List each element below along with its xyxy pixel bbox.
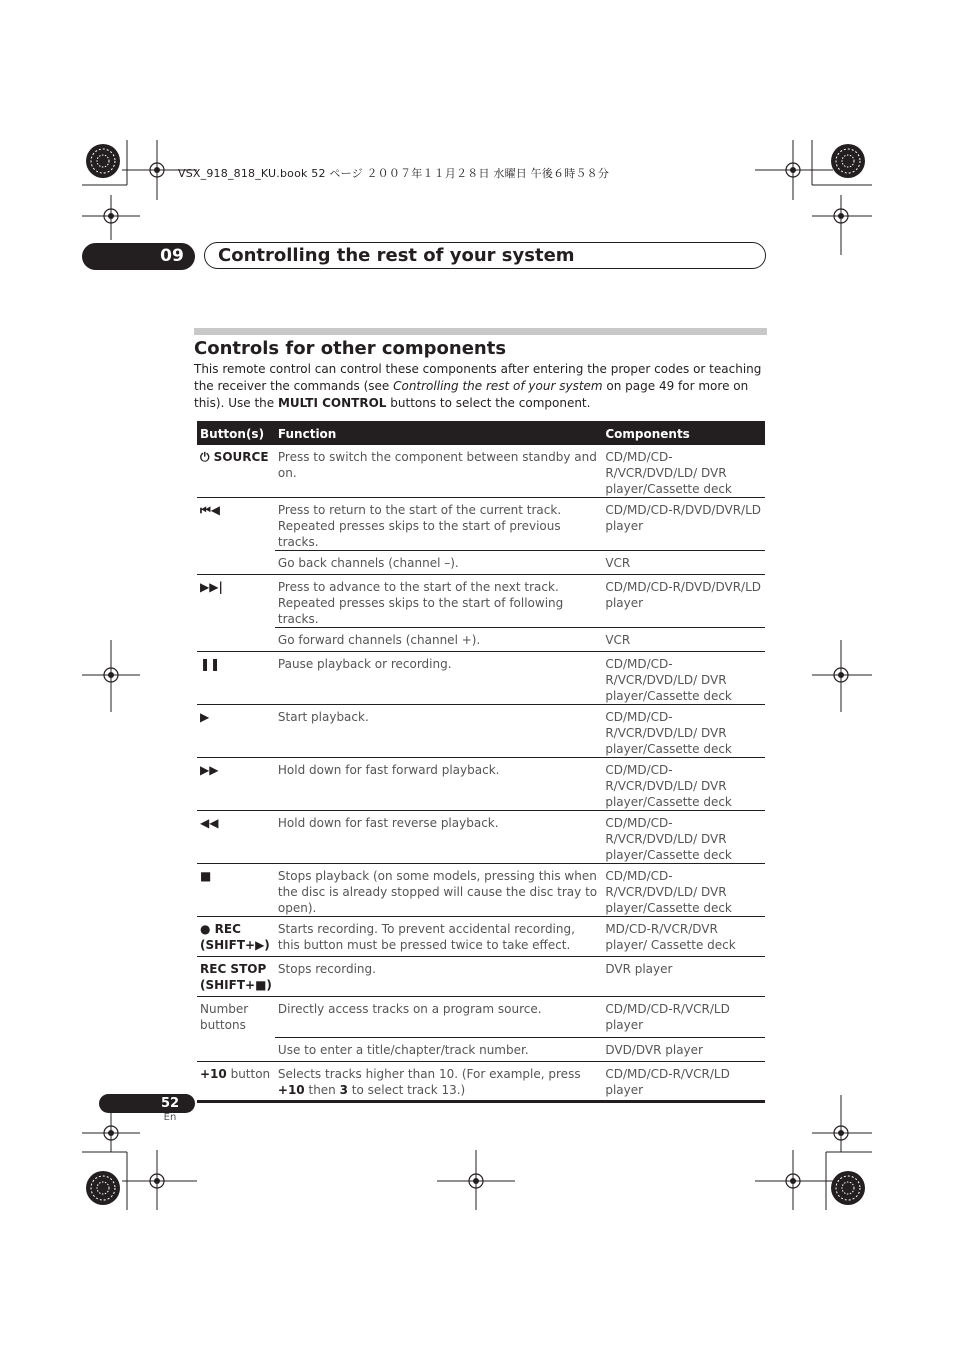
button-cell — [197, 445, 275, 498]
table-row — [197, 445, 765, 498]
components-cell: VCR — [602, 551, 765, 575]
function-cell: Directly access tracks on a program source. — [275, 997, 602, 1038]
function-cell: Starts recording. To prevent accidental recording, this button must be pressed twice to take effect. — [275, 917, 602, 957]
controls-table — [197, 421, 765, 1103]
header-buttons: Button(s) — [197, 421, 275, 445]
function-bold: +10 — [277, 1083, 305, 1097]
function-cell: Start playback. — [275, 705, 602, 758]
components-cell: VCR — [602, 628, 765, 652]
section-title: Controls for other components — [194, 338, 507, 359]
function-text: to select track 13.) — [347, 1083, 466, 1097]
function-cell: Press to return to the start of the current track. Repeated presses skips to the start of previous tracks. — [275, 498, 602, 551]
function-cell: Press to switch the component between standby and on. — [275, 445, 602, 498]
components-cell: DVD/DVR player — [602, 1038, 765, 1062]
next-track-icon: ▶▶| — [200, 580, 223, 594]
rewind-icon: ◀◀ — [200, 816, 219, 830]
table-header-row — [197, 421, 765, 445]
button-cell — [197, 498, 275, 575]
intro-text: on page 49 for more on this). Use the — [194, 379, 749, 410]
function-cell: Press to advance to the start of the next track. Repeated presses skips to the start of following tracks. — [275, 575, 602, 628]
button-label: button — [226, 1067, 271, 1081]
function-cell: Stops recording. — [275, 957, 602, 997]
section-rule — [194, 328, 767, 335]
table-row — [197, 864, 765, 917]
stop-icon: ■ — [200, 869, 212, 883]
button-cell — [197, 1062, 275, 1102]
function-cell: Go back channels (channel –). — [275, 551, 602, 575]
rec-label: ● REC — [200, 922, 241, 936]
table-row — [197, 652, 765, 705]
intro-text: buttons to select the component. — [386, 396, 591, 410]
table-row — [197, 498, 765, 551]
button-label: SOURCE — [209, 450, 269, 464]
components-cell: MD/CD-R/VCR/DVR player/ Cassette deck — [602, 917, 765, 957]
page-number: 52 — [160, 1096, 180, 1111]
play-icon: ▶ — [200, 710, 210, 724]
print-header: VSX_918_818_KU.book 52 ページ ２００７年１１月２８日 水曜日 午後６時５８分 — [178, 167, 610, 180]
function-bold: 3 — [339, 1083, 348, 1097]
function-cell: Pause playback or recording. — [275, 652, 602, 705]
table-row — [197, 628, 765, 652]
function-text: Selects tracks higher than 10. (For example, press — [277, 1067, 581, 1081]
table-row — [197, 917, 765, 957]
previous-track-icon: ⏮◀ — [200, 503, 221, 517]
rec-stop-label: REC STOP — [200, 962, 267, 976]
table-row — [197, 997, 765, 1038]
components-cell: CD/MD/CD-R/VCR/DVD/LD/ DVR player/Cassette deck — [602, 864, 765, 917]
function-cell: Use to enter a title/chapter/track number. — [275, 1038, 602, 1062]
page-language: En — [163, 1112, 177, 1123]
header-components: Components — [602, 421, 765, 445]
intro-text: This remote control can control these components after entering the proper codes or teaching the receiver the commands (see — [194, 362, 762, 393]
function-text: then — [304, 1083, 340, 1097]
table-row — [197, 705, 765, 758]
components-cell: DVR player — [602, 957, 765, 997]
function-cell: Stops playback (on some models, pressing this when the disc is already stopped will cause the disc tray to open). — [275, 864, 602, 917]
components-cell: CD/MD/CD-R/VCR/DVD/LD/ DVR player/Cassette deck — [602, 811, 765, 864]
table-row — [197, 758, 765, 811]
intro-multi-control: MULTI CONTROL — [277, 396, 387, 410]
function-cell: Hold down for fast forward playback. — [275, 758, 602, 811]
button-cell — [197, 957, 275, 997]
components-cell: CD/MD/CD-R/VCR/DVD/LD/ DVR player/Cassette deck — [602, 445, 765, 498]
components-cell: CD/MD/CD-R/VCR/DVD/LD/ DVR player/Cassette deck — [602, 758, 765, 811]
button-cell — [197, 811, 275, 864]
rec-shift-label: (SHIFT+▶) — [200, 938, 270, 952]
button-cell — [197, 575, 275, 652]
chapter-number: 09 — [160, 246, 184, 266]
components-cell: CD/MD/CD-R/VCR/DVD/LD/ DVR player/Cassette deck — [602, 705, 765, 758]
components-cell: CD/MD/CD-R/DVD/DVR/LD player — [602, 575, 765, 628]
components-cell: CD/MD/CD-R/VCR/DVD/LD/ DVR player/Cassette deck — [602, 652, 765, 705]
button-cell — [197, 758, 275, 811]
button-cell: Number buttons — [197, 997, 275, 1062]
rec-stop-shift-label: (SHIFT+■) — [200, 978, 272, 992]
function-cell: Go forward channels (channel +). — [275, 628, 602, 652]
table-row — [197, 957, 765, 997]
components-cell: CD/MD/CD-R/VCR/LD player — [602, 1062, 765, 1102]
button-cell — [197, 864, 275, 917]
table-row — [197, 811, 765, 864]
table-row — [197, 551, 765, 575]
button-cell — [197, 917, 275, 957]
components-cell: CD/MD/CD-R/DVD/DVR/LD player — [602, 498, 765, 551]
chapter-title: Controlling the rest of your system — [218, 245, 575, 266]
intro-reference: Controlling the rest of your system — [393, 379, 603, 393]
button-cell — [197, 705, 275, 758]
button-cell — [197, 652, 275, 705]
table-row — [197, 1038, 765, 1062]
table-row — [197, 1062, 765, 1102]
components-cell: CD/MD/CD-R/VCR/LD player — [602, 997, 765, 1038]
fast-forward-icon: ▶▶ — [200, 763, 219, 777]
section-intro — [194, 361, 766, 412]
header-function: Function — [275, 421, 602, 445]
table-row — [197, 575, 765, 628]
function-cell: Hold down for fast reverse playback. — [275, 811, 602, 864]
function-cell — [275, 1062, 602, 1102]
plus10-label: +10 — [200, 1067, 227, 1081]
power-icon: ⏻ — [200, 450, 210, 464]
pause-icon: ❚❚ — [200, 657, 221, 671]
